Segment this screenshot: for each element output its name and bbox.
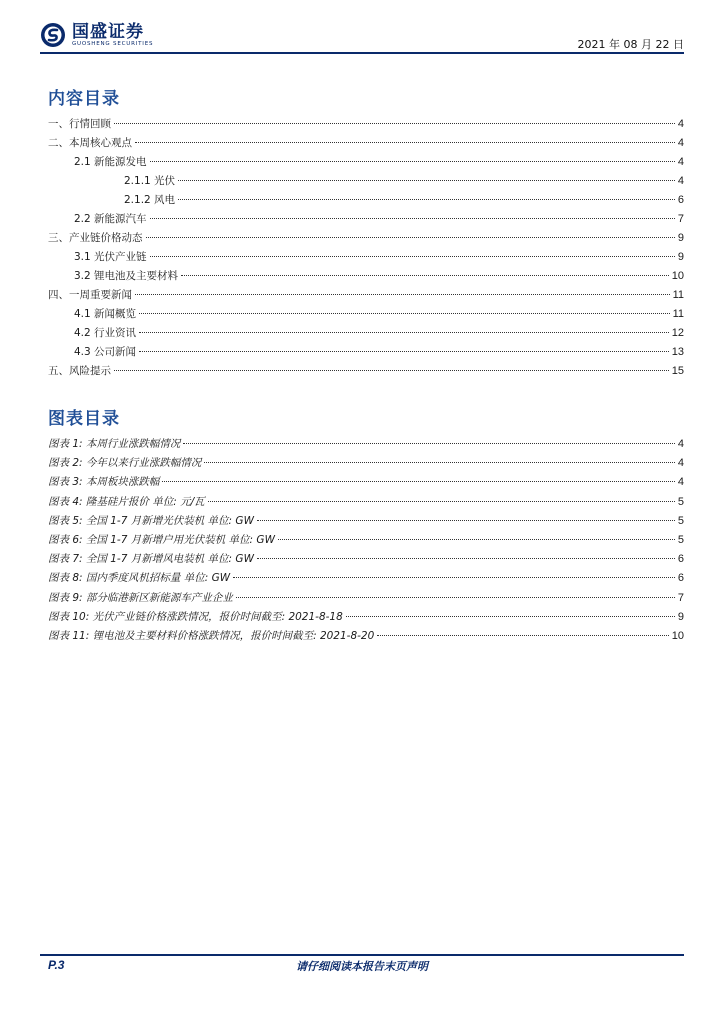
toc-entry-page: 4 <box>677 175 684 187</box>
toc-entry[interactable] <box>74 325 684 343</box>
toc-entry[interactable] <box>74 211 684 229</box>
figure-entry-label: 图表 3: 本周板块涨跌幅 <box>48 476 160 489</box>
figure-entry-page: 9 <box>677 610 684 623</box>
toc-entry-page: 7 <box>677 213 684 225</box>
footer-divider <box>40 954 684 956</box>
figure-entry[interactable] <box>48 551 684 569</box>
toc-entry-page: 4 <box>677 156 684 168</box>
dot-leader <box>236 597 675 598</box>
dot-leader <box>114 370 669 371</box>
disclaimer-note: 请仔细阅读本报告末页声明 <box>296 960 428 973</box>
dot-leader <box>162 481 674 482</box>
toc-entry-page: 6 <box>677 194 684 206</box>
figure-entry-label: 图表 9: 部分临港新区新能源车产业企业 <box>48 591 233 604</box>
toc-entry[interactable] <box>48 230 684 248</box>
toc-entry-label: 4.2 行业资讯 <box>74 327 137 339</box>
figure-entry-page: 4 <box>677 438 684 450</box>
guosheng-logo-icon <box>40 22 66 48</box>
toc-entry-page: 4 <box>677 118 684 130</box>
figure-entry[interactable] <box>48 455 684 473</box>
dot-leader <box>139 351 669 352</box>
figure-entry[interactable] <box>48 436 684 454</box>
toc-entry-page: 9 <box>677 232 684 244</box>
toc-entry[interactable] <box>124 192 684 210</box>
toc-entry[interactable] <box>74 154 684 172</box>
dot-leader <box>178 199 675 200</box>
dot-leader <box>139 313 670 314</box>
toc-entry-page: 11 <box>672 308 684 320</box>
toc-entry[interactable] <box>74 249 684 267</box>
toc-entry-label: 四、一周重要新闻 <box>48 289 132 301</box>
toc-entry-label: 3.1 光伏产业链 <box>74 251 147 263</box>
toc-entry[interactable] <box>124 173 684 191</box>
page-header <box>40 22 684 54</box>
toc-entry[interactable] <box>74 268 684 286</box>
dot-leader <box>257 558 675 559</box>
toc-entry[interactable] <box>74 344 684 362</box>
figure-entry-page: 4 <box>677 457 684 470</box>
toc-entry-page: 12 <box>671 327 684 339</box>
figure-entry-label: 图表 7: 全国 1-7 月新增风电装机 单位: GW <box>48 553 254 566</box>
figure-entry-label: 图表 1: 本周行业涨跌幅情况 <box>48 438 181 450</box>
dot-leader <box>377 635 668 636</box>
toc-entry-page: 4 <box>677 137 684 149</box>
toc-entry[interactable] <box>48 135 684 153</box>
dot-leader <box>178 180 675 181</box>
dot-leader <box>135 142 675 143</box>
dot-leader <box>278 539 675 540</box>
figure-entry-page: 10 <box>671 630 684 642</box>
toc-entry-page: 9 <box>677 251 684 263</box>
dot-leader <box>346 616 675 617</box>
figure-entry[interactable] <box>48 474 684 492</box>
dot-leader <box>114 123 675 124</box>
figure-entry[interactable] <box>48 609 684 627</box>
report-date: 2021 年 08 月 22 日 <box>577 38 684 51</box>
figure-list-title: 图表目录 <box>48 409 120 429</box>
figure-entry-label: 图表 6: 全国 1-7 月新增户用光伏装机 单位: GW <box>48 534 275 546</box>
toc-entry[interactable] <box>48 287 684 305</box>
toc-entry-label: 2.1.2 风电 <box>124 194 176 206</box>
dot-leader <box>135 294 670 295</box>
dot-leader <box>183 443 674 444</box>
dot-leader <box>139 332 669 333</box>
dot-leader <box>150 161 675 162</box>
dot-leader <box>204 462 674 463</box>
toc-entry-label: 五、风险提示 <box>48 365 111 377</box>
figure-entry-label: 图表 2: 今年以来行业涨跌幅情况 <box>48 457 202 470</box>
toc-entry-label: 2.1 新能源发电 <box>74 156 147 168</box>
brand-name-en: GUOSHENG SECURITIES <box>72 40 154 47</box>
toc-entry-page: 13 <box>671 346 684 358</box>
dot-leader <box>233 577 675 578</box>
figure-entry-page: 5 <box>677 514 684 527</box>
toc-entry[interactable] <box>48 116 684 134</box>
toc-entry-label: 4.3 公司新闻 <box>74 346 137 358</box>
figure-entry[interactable] <box>48 570 684 588</box>
figure-entry[interactable] <box>48 513 684 531</box>
figure-entry[interactable] <box>48 494 684 512</box>
figure-entry-page: 5 <box>677 534 684 546</box>
figure-entry-label: 图表 11: 锂电池及主要材料价格涨跌情况，报价时间截至: 2021-8-20 <box>48 630 375 642</box>
page-number: P.3 <box>48 958 65 972</box>
toc-entry-label: 三、产业链价格动态 <box>48 232 143 244</box>
dot-leader <box>208 501 675 502</box>
dot-leader <box>257 520 675 521</box>
figure-entry-label: 图表 4: 隆基硅片报价 单位: 元/瓦 <box>48 495 205 508</box>
toc-entry-page: 11 <box>672 289 684 301</box>
toc-entry-label: 3.2 锂电池及主要材料 <box>74 270 179 282</box>
header-divider <box>40 52 684 54</box>
figure-entry-label: 图表 10: 光伏产业链价格涨跌情况，报价时间截至: 2021-8-18 <box>48 610 343 623</box>
toc-entry[interactable] <box>48 363 684 381</box>
figure-entry-label: 图表 8: 国内季度风机招标量 单位: GW <box>48 572 231 585</box>
company-logo <box>40 22 153 48</box>
toc-entry-page: 15 <box>671 365 684 377</box>
dot-leader <box>181 275 669 276</box>
toc-title: 内容目录 <box>48 89 120 109</box>
toc-entry-label: 一、行情回顾 <box>48 118 111 130</box>
figure-entry[interactable] <box>48 532 684 550</box>
toc-entry-label: 2.1.1 光伏 <box>124 175 176 187</box>
figure-entry-page: 5 <box>677 495 684 508</box>
figure-entry-page: 4 <box>677 476 684 489</box>
figure-entry-label: 图表 5: 全国 1-7 月新增光伏装机 单位: GW <box>48 514 254 527</box>
dot-leader <box>146 237 675 238</box>
figure-entry-page: 6 <box>677 572 684 585</box>
figure-entry-page: 7 <box>677 591 684 604</box>
brand-name-cn: 国盛证券 <box>72 21 144 42</box>
figure-entry[interactable] <box>48 628 684 646</box>
figure-entry-page: 6 <box>677 553 684 566</box>
dot-leader <box>150 218 675 219</box>
toc-entry[interactable] <box>74 306 684 324</box>
toc-entry-label: 4.1 新闻概览 <box>74 308 137 320</box>
toc-entry-page: 10 <box>671 270 684 282</box>
toc-entry-label: 二、本周核心观点 <box>48 137 132 149</box>
figure-entry[interactable] <box>48 590 684 608</box>
toc-entry-label: 2.2 新能源汽车 <box>74 213 147 225</box>
dot-leader <box>150 256 675 257</box>
